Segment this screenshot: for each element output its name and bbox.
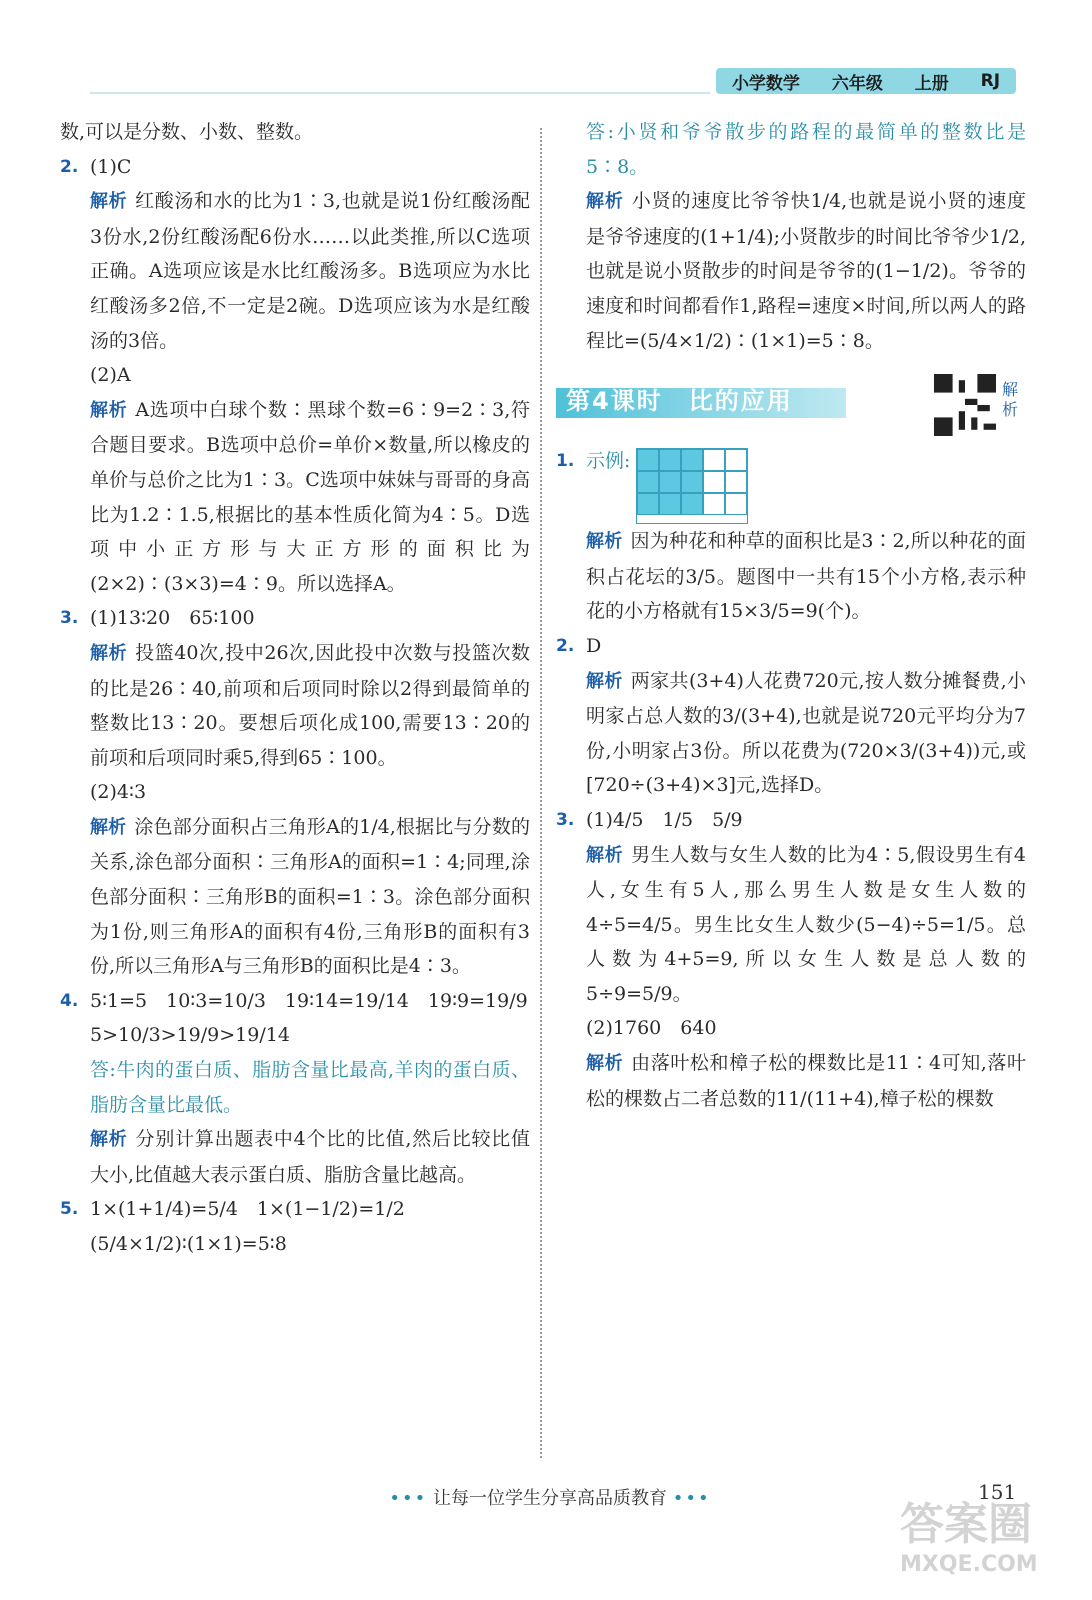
header-volume: 上册 (914, 73, 949, 94)
footer-slogan: 让每一位学生分享高品质教育 (433, 1488, 667, 1509)
question-number: 1. (556, 451, 575, 472)
question-answer: D (586, 634, 602, 657)
question-answer: (1)4/5 1/5 5/9 (586, 808, 743, 831)
question-number: 5. (60, 1199, 79, 1220)
analysis-tag: 解析 (586, 531, 623, 553)
question-number: 2. (60, 156, 79, 177)
answer-paragraph (556, 115, 1026, 184)
analysis-tag: 解析 (586, 670, 623, 692)
paragraph-text: 投篮40次,投中26次,因此投中次数与投篮次数的比是26∶40,前项和后项同时除以2得到最简单的整数比13∶20。要想后项化成100,需要13∶20的前项和后项同时乘5,得到65∶100。 (90, 641, 531, 769)
analysis-paragraph (556, 184, 1026, 358)
question-item (556, 803, 1026, 838)
example-grid (636, 448, 748, 524)
paragraph-text: 两家共(3+4)人花费720元,按人数分摊餐费,小明家占总人数的3/(3+4),也就是说720元平均分为7份,小明家占3份。所以花费为(720×3/(3+4))元,或[720÷(3+4)×3]元,选择D。 (586, 669, 1026, 797)
question-answer: 1×(1+1/4)=5/4 1×(1−1/2)=1/2 (90, 1198, 405, 1221)
question-item (60, 1192, 530, 1227)
paragraph-text: 数,可以是分数、小数、整数。 (60, 121, 314, 143)
text-paragraph (60, 775, 530, 810)
answer-paragraph (60, 1053, 530, 1122)
analysis-tag: 解析 (90, 642, 128, 664)
grid-cell (637, 471, 659, 493)
paragraph-text: (2)A (90, 364, 131, 387)
grid-cell (637, 493, 659, 515)
question-number: 2. (556, 635, 575, 656)
footer (340, 1484, 760, 1510)
question-item (556, 629, 1026, 664)
qr-label: 解析 (1002, 380, 1019, 420)
grid-cell (725, 471, 747, 493)
text-paragraph (556, 1011, 1026, 1046)
question-answer: (1)C (90, 155, 132, 178)
question-item (60, 984, 530, 1019)
lesson-title: 第4课时 比的应用 (566, 387, 793, 416)
analysis-paragraph (60, 393, 530, 602)
right-column (556, 115, 1026, 1116)
analysis-paragraph (556, 838, 1026, 1012)
grid-cell (703, 471, 725, 493)
text-paragraph (60, 115, 530, 150)
grid-cell (703, 493, 725, 515)
header-grade: 六年级 (831, 73, 883, 94)
analysis-tag: 解析 (90, 1129, 128, 1151)
paragraph-text: 答:小贤和爷爷散步的路程的最简单的整数比是5∶8。 (586, 121, 1026, 178)
paragraph-text: 由落叶松和樟子松的棵数比是11∶4可知,落叶松的棵数占二者总数的11/(11+4),樟子松的棵数 (586, 1052, 1026, 1110)
analysis-tag: 解析 (586, 1053, 624, 1075)
grid-cell (725, 449, 747, 471)
question-item (556, 444, 1026, 524)
lesson-heading (556, 380, 1026, 426)
grid-cell (681, 493, 703, 515)
grid-cell (659, 493, 681, 515)
analysis-tag: 解析 (90, 191, 128, 213)
grid-cell (659, 471, 681, 493)
paragraph-text: A选项中白球个数∶黑球个数=6∶9=2∶3,符合题目要求。B选项中总价=单价×数量,所以橡皮的单价与总价之比为1∶3。C选项中妹妹与哥哥的身高比为1.2∶1.5,根据比的基本性质化简为4∶5。D选项中小正方形与大正方形的面积比为(2×2)∶(3×3)=4∶9。所以选择A。 (90, 398, 530, 595)
watermark-logo (900, 1488, 1080, 1588)
question-answer: (1)13∶20 65∶100 (90, 607, 255, 630)
paragraph-text: 男生人数与女生人数的比为4∶5,假设男生有4人,女生有5人,那么男生人数是女生人数的4÷5=4/5。男生比女生人数少(5−4)÷5=1/5。总人数为4+5=9,所以女生人数是总人数的5÷9=5/9。 (586, 843, 1026, 1005)
question-text: 示例: (586, 450, 631, 473)
question-number: 4. (60, 990, 79, 1011)
column-divider (540, 128, 542, 1458)
paragraph-text: 涂色部分面积占三角形A的1/4,根据比与分数的关系,涂色部分面积∶三角形A的面积=1∶4;同理,涂色部分面积∶三角形B的面积=1∶3。涂色部分面积为1份,则三角形A的面积有4份,三角形B的面积有3份,所以三角形A与三角形B的面积比是4∶3。 (90, 815, 531, 978)
analysis-paragraph (60, 1122, 530, 1192)
qr-code-icon[interactable] (934, 374, 996, 436)
text-paragraph (60, 358, 530, 393)
grid-cell (681, 449, 703, 471)
paragraph-text: (5/4×1/2)∶(1×1)=5∶8 (90, 1233, 287, 1255)
analysis-tag: 解析 (586, 844, 624, 866)
paragraph-text: 分别计算出题表中4个比的比值,然后比较比值大小,比值越大表示蛋白质、脂肪含量比越高。 (90, 1128, 531, 1186)
grid-cell (725, 493, 747, 515)
header-bar (716, 68, 1016, 94)
analysis-paragraph (60, 636, 530, 775)
header-subject: 小学数学 (731, 73, 800, 94)
question-number: 3. (556, 809, 575, 830)
paragraph-text: (2)4∶3 (90, 781, 147, 804)
watermark-line1: 答案圈 (900, 1499, 1032, 1550)
question-item (60, 601, 530, 636)
watermark-line2: MXQE.COM (900, 1552, 1038, 1577)
header-edition: RJ (980, 71, 1001, 91)
page-number: 151 (978, 1480, 1017, 1504)
paragraph-text: 答:牛肉的蛋白质、脂肪含量比最高,羊肉的蛋白质、脂肪含量比最低。 (90, 1059, 530, 1116)
text-paragraph (60, 1018, 530, 1053)
footer-dots-left: ••• (389, 1488, 428, 1509)
grid-cell (637, 449, 659, 471)
question-answer: 5∶1=5 10∶3=10/3 19∶14=19/14 19∶9=19/9 (90, 989, 528, 1012)
grid-cell (703, 449, 725, 471)
question-number: 3. (60, 608, 79, 629)
header-rule (90, 92, 710, 94)
paragraph-text: 因为种花和种草的面积比是3∶2,所以种花的面积占花坛的3/5。题图中一共有15个小方格,表示种花的小方格就有15×3/5=9(个)。 (586, 530, 1027, 623)
paragraph-text: 红酸汤和水的比为1∶3,也就是说1份红酸汤配3份水,2份红酸汤配6份水……以此类推,所以C选项正确。A选项应该是水比红酸汤多。B选项应为水比红酸汤多2倍,不一定是2碗。D选项应该为水是红酸汤的3倍。 (90, 190, 530, 352)
grid-cell (659, 449, 681, 471)
analysis-paragraph (556, 664, 1026, 803)
grid-cell (681, 471, 703, 493)
analysis-paragraph (556, 524, 1026, 629)
paragraph-text: (2)1760 640 (586, 1017, 717, 1040)
paragraph-text: 小贤的速度比爷爷快1/4,也就是说小贤的速度是爷爷速度的(1+1/4);小贤散步的时间比爷爷少1/2,也就是说小贤散步的时间是爷爷的(1−1/2)。爷爷的速度和时间都看作1,路程=速度×时间,所以两人的路程比=(5/4×1/2)∶(1×1)=5∶8。 (586, 190, 1027, 352)
analysis-paragraph (556, 1046, 1026, 1116)
analysis-paragraph (60, 184, 530, 358)
analysis-tag: 解析 (90, 399, 128, 421)
paragraph-text: 5>10/3>19/9>19/14 (90, 1024, 290, 1047)
question-item (60, 150, 530, 185)
text-paragraph (60, 1227, 530, 1262)
analysis-paragraph (60, 810, 530, 984)
footer-dots-right: ••• (672, 1488, 711, 1509)
left-column (60, 115, 530, 1262)
analysis-tag: 解析 (90, 816, 127, 838)
analysis-tag: 解析 (586, 191, 624, 213)
